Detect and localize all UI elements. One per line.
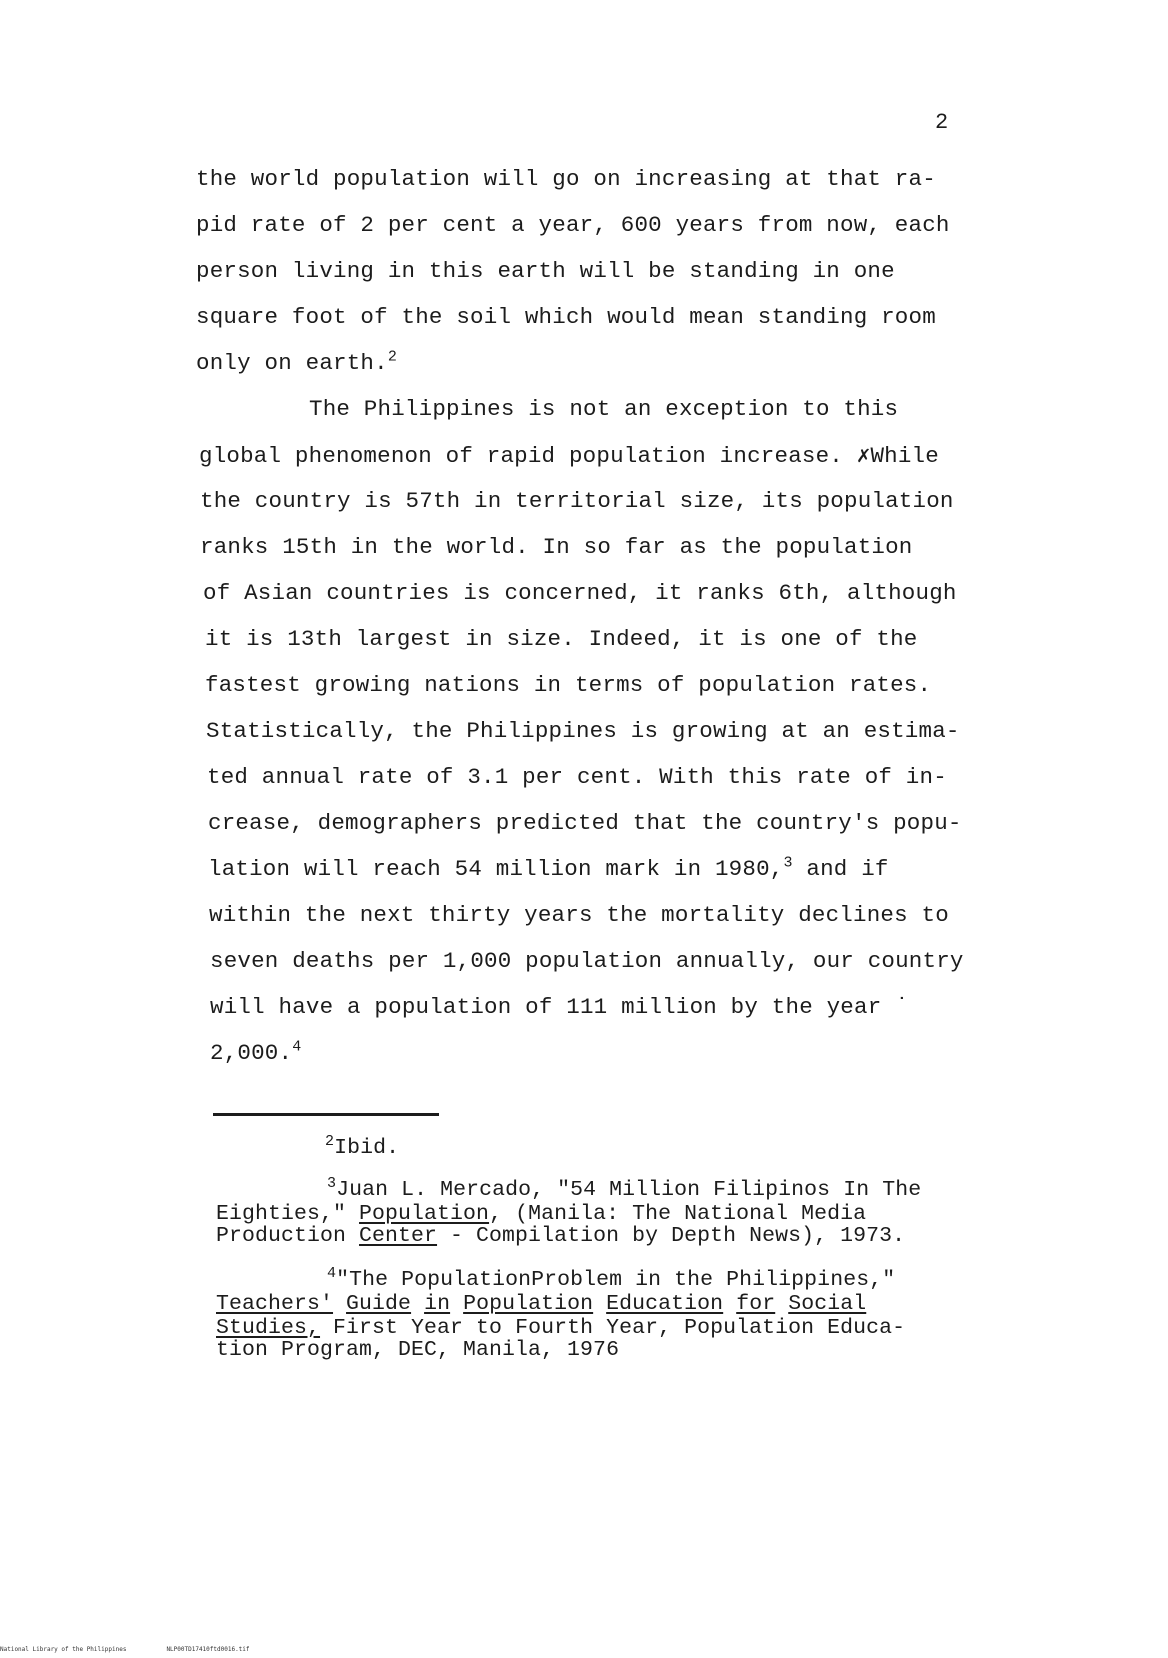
footnote-ref: 3 — [783, 854, 793, 872]
body-line: global phenomenon of rapid population increase. ✗While — [199, 443, 939, 469]
body-line: ranks 15th in the world. In so far as the population — [200, 534, 913, 560]
body-line: lation will reach 54 million mark in 1980,$^3$ and if — [208, 854, 889, 882]
body-line: within the next thirty years the mortality declines to — [209, 902, 949, 928]
footnote-4-line: tion Program, DEC, Manila, 1976 — [216, 1338, 620, 1362]
body-line: only on earth.$^2$ — [196, 348, 398, 376]
body-line: Statistically, the Philippines is growing at an estima- — [206, 718, 960, 744]
body-line: the country is 57th in territorial size, its population — [200, 488, 954, 514]
body-line: of Asian countries is concerned, it ranks 6th, although — [203, 580, 957, 606]
body-line: crease, demographers predicted that the country's popu- — [208, 810, 962, 836]
body-line: pid rate of 2 per cent a year, 600 years from now, each — [196, 212, 950, 238]
body-line: ted annual rate of 3.1 per cent. With this rate of in- — [207, 764, 947, 790]
footnote-2: $^2$Ibid. — [325, 1133, 400, 1160]
footnote-3-line: $^3$Juan L. Mercado, "54 Million Filipinos In The — [327, 1175, 922, 1202]
scan-footer — [0, 1646, 290, 1653]
footnote-separator — [213, 1113, 439, 1116]
body-line: fastest growing nations in terms of population rates. — [205, 672, 932, 698]
body-line: 2,000.$^4$ — [210, 1038, 302, 1066]
body-line: seven deaths per 1,000 population annually, our country — [210, 948, 964, 974]
footer-library: National Library of the Philippines — [0, 1646, 127, 1653]
footnote-3-line: Production Center - Compilation by Depth News), 1973. — [216, 1224, 906, 1248]
footer-file: NLP00TD17410ftd0016.tif — [166, 1646, 250, 1653]
body-line: person living in this earth will be standing in one — [196, 258, 895, 284]
footnote-4-line: $^4$"The PopulationProblem in the Philippines," — [327, 1265, 896, 1292]
body-line: the world population will go on increasing at that ra- — [196, 166, 936, 192]
page-number: 2 — [935, 110, 949, 135]
footnote-ref: 4 — [292, 1038, 302, 1056]
body-line: it is 13th largest in size. Indeed, it is one of the — [205, 626, 918, 652]
footnote-4-line: Teachers' Guide in Population Education for Social — [216, 1292, 867, 1316]
footnote-3-line: Eighties," Population, (Manila: The National Media — [216, 1202, 867, 1226]
footnote-ref: 2 — [387, 348, 398, 366]
body-line: square foot of the soil which would mean standing room — [196, 304, 936, 330]
paragraph-first-line: The Philippines is not an exception to this — [309, 396, 899, 422]
footnote-4-line: Studies, First Year to Fourth Year, Population Educa- — [216, 1316, 906, 1340]
body-line: will have a population of 111 million by the year ˙ — [210, 994, 909, 1020]
